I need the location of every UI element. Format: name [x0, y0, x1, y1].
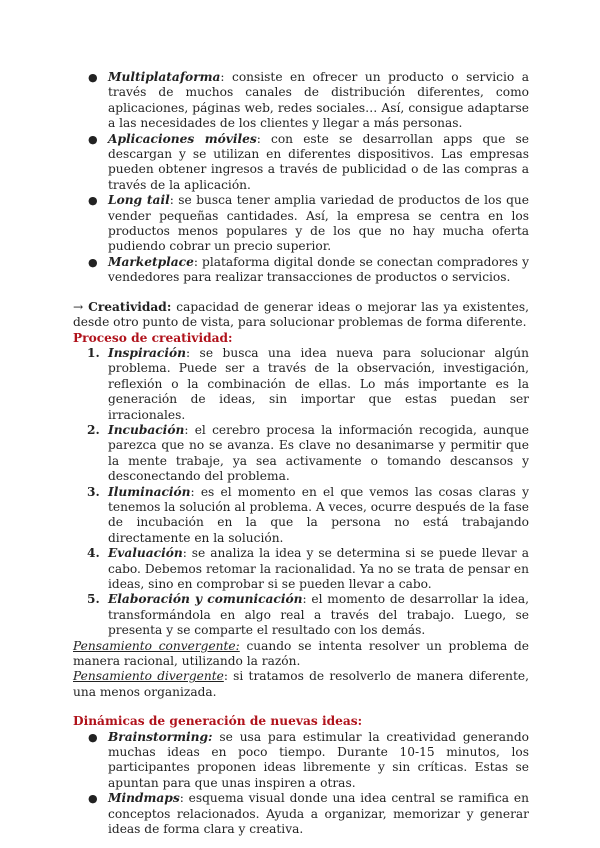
item-term: Brainstorming: [108, 729, 213, 744]
list-item [73, 730, 529, 792]
bullet-icon: ● [88, 71, 98, 84]
step-number: 3. [87, 484, 100, 499]
list-item [73, 255, 529, 286]
creatividad-definition [73, 300, 529, 331]
bullet-icon: ● [88, 132, 98, 146]
item-text: se usa para estimular la creatividad generando muchas ideas en poco tiempo. Durante 10-15 minutos, los participantes proponen ideas libremente y sin críticas. Estas se apuntan para que unas inspiren a otras. [108, 729, 529, 790]
step-item [73, 423, 529, 485]
item-term: Aplicaciones móviles [108, 131, 257, 146]
dinamicas-list [73, 730, 529, 838]
step-term: Inspiración [108, 345, 186, 360]
arrow-icon: → [73, 299, 89, 314]
step-item [73, 485, 529, 547]
pensamiento-divergente [73, 669, 529, 700]
business-model-list [73, 70, 529, 286]
item-text: : plataforma digital donde se conectan compradores y vendedores para realizar transacciones de productos o servicios. [108, 254, 529, 285]
step-text: : es el momento en el que vemos las cosas claras y tenemos la solución al problema. A veces, ocurre después de la fase de incubación en la que la persona no está trabajando directamente en la solución. [108, 484, 529, 545]
bullet-icon: ● [88, 255, 98, 269]
step-number: 5. [87, 592, 100, 607]
step-number: 4. [87, 546, 100, 561]
list-item [73, 70, 529, 132]
bullet-icon: ● [88, 792, 98, 806]
list-item [73, 791, 529, 837]
divergente-term: Pensamiento divergente [73, 669, 224, 684]
item-term: Mindmaps [108, 791, 180, 806]
creatividad-term: Creatividad: [88, 299, 172, 314]
step-number: 1. [87, 345, 100, 360]
convergente-term: Pensamiento convergente: [73, 638, 240, 653]
dinamicas-heading: Dinámicas de generación de nuevas ideas: [73, 714, 363, 729]
item-term: Multiplataforma [108, 70, 221, 84]
step-term: Evaluación [108, 546, 183, 561]
item-text: : esquema visual donde una idea central se ramifica en conceptos relacionados. Ayuda a organizar, memorizar y generar ideas de forma clara y creativa. [108, 791, 529, 837]
step-text: : se analiza la idea y se determina si se puede llevar a cabo. Debemos retomar la racionalidad. Ya no se trata de pensar en ideas, sino en comprobar si se pueden llevar a cabo. [108, 546, 529, 591]
bullet-icon: ● [88, 194, 98, 208]
divergente-text: : si tratamos de resolverlo de manera diferente, una menos organizada. [73, 669, 529, 699]
proceso-heading: Proceso de creatividad: [73, 330, 233, 345]
item-text: : se busca tener amplia variedad de productos de los que vender pequeñas cantidades. Así, la empresa se centra en los productos menos populares y de los que no hay mucha oferta pudiendo cobrar un precio superior. [108, 193, 529, 254]
list-item [73, 132, 529, 194]
creatividad-text: capacidad de generar ideas o mejorar las ya existentes, desde otro punto de vista, para solucionar problemas de forma diferente. [73, 299, 529, 330]
pensamiento-convergente [73, 639, 529, 670]
item-term: Long tail [108, 193, 170, 208]
step-item [73, 546, 529, 592]
step-text: : el cerebro procesa la información recogida, aunque parezca que no se avanza. Es clave no desanimarse y permitir que la mente trabaje, ya sea activamente o tomando descansos y desconectando del problema. [108, 422, 529, 484]
proceso-steps [73, 346, 529, 639]
list-item [73, 193, 529, 255]
item-text: : consiste en ofrecer un producto o servicio a través de muchos canales de distribución diferentes, como aplicaciones, páginas web, redes sociales… Así, consigue adaptarse a las necesidades de los clientes y llegar a más personas. [108, 70, 529, 131]
step-item [73, 592, 529, 638]
item-term: Marketplace [108, 254, 194, 269]
step-text: : el momento de desarrollar la idea, transformándola en algo real a través del trabajo. Luego, se presenta y se comparte el resultado con los demás. [108, 592, 529, 638]
document-page [73, 70, 529, 838]
step-number: 2. [87, 422, 100, 437]
item-text: : con este se desarrollan apps que se descargan y se utilizan en diferentes dispositivos. Las empresas pueden obtener ingresos a través de publicidad o de las compras a través de la aplicación. [108, 131, 529, 192]
step-text: : se busca una idea nueva para solucionar algún problema. Puede ser a través de la observación, investigación, reflexión o la combinación de ellas. Lo más importante es la generación de ideas, sin importar que estas puedan ser irracionales. [108, 345, 529, 422]
step-term: Iluminación [108, 484, 191, 499]
convergente-text: cuando se intenta resolver un problema de manera racional, utilizando la razón. [73, 638, 529, 669]
step-term: Incubación [108, 422, 185, 437]
step-item [73, 346, 529, 423]
bullet-icon: ● [88, 730, 98, 744]
step-term: Elaboración y comunicación [108, 592, 303, 607]
